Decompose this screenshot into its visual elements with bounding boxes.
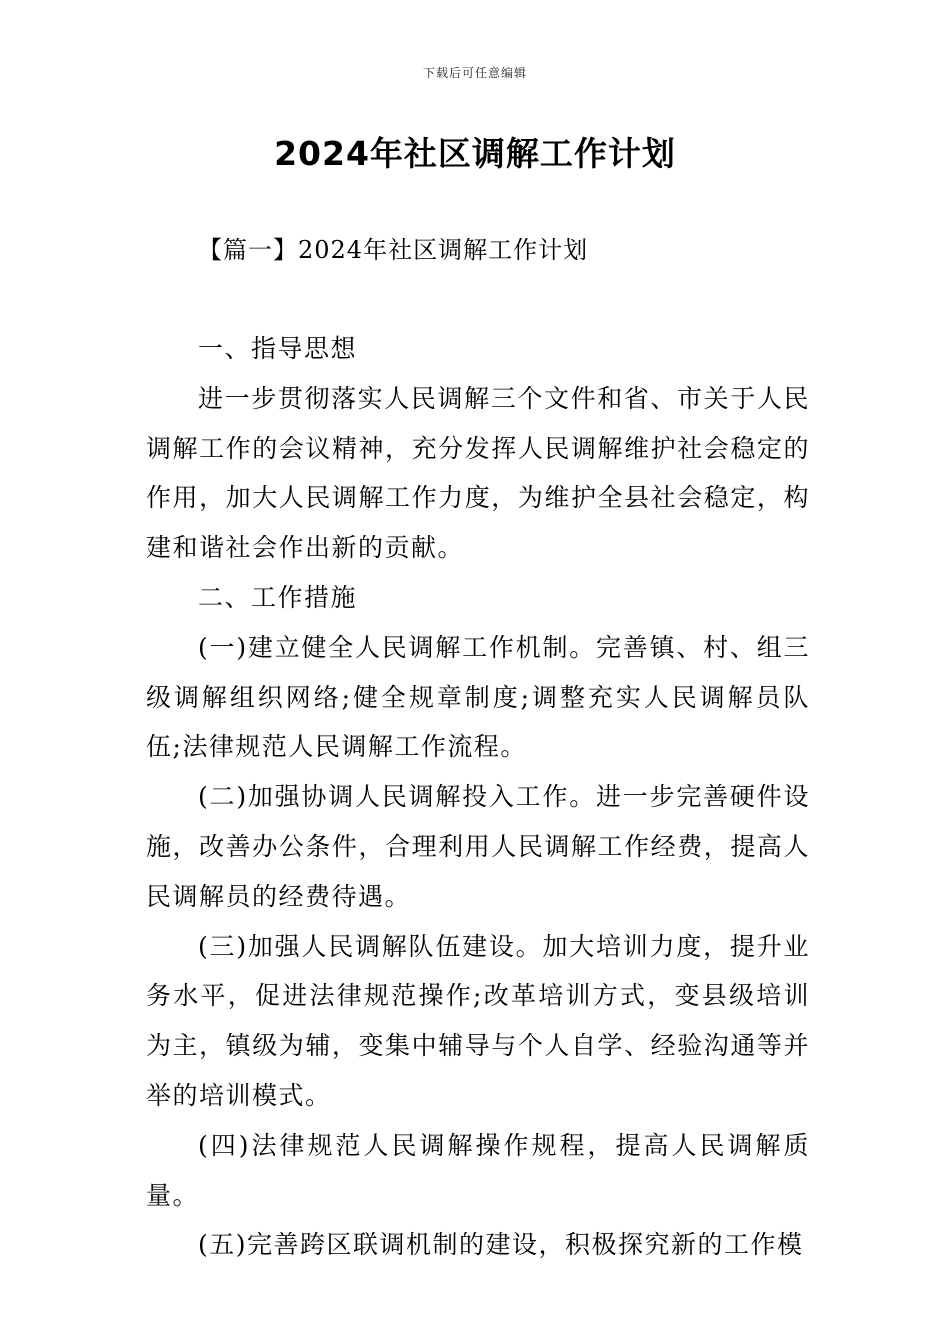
- paragraph-guiding: 进一步贯彻落实人民调解三个文件和省、市关于人民调解工作的会议精神，充分发挥人民调解维护社会稳定的作用，加大人民调解工作力度，为维护全县社会稳定，构建和谐社会作出新的贡献。: [146, 383, 810, 563]
- paragraph-measure-1: (一)建立健全人民调解工作机制。完善镇、村、组三级调解组织网络;健全规章制度;调整充实人民调解员队伍;法律规范人民调解工作流程。: [146, 632, 810, 762]
- document-title: 2024年社区调解工作计划: [274, 134, 676, 173]
- part-heading: 【篇一】2024年社区调解工作计划: [198, 236, 589, 264]
- header-note: 下载后可任意编辑: [422, 66, 527, 80]
- document-body: [146, 324, 810, 1270]
- section-heading-guiding: 一、指导思想: [198, 334, 358, 363]
- paragraph-measure-4: (四)法律规范人民调解操作规程，提高人民调解质量。: [146, 1130, 810, 1210]
- paragraph-measure-3: (三)加强人民调解队伍建设。加大培训力度，提升业务水平，促进法律规范操作;改革培训方式，变县级培训为主，镇级为辅，变集中辅导与个人自学、经验沟通等并举的培训模式。: [146, 931, 810, 1110]
- paragraph-measure-2: (二)加强协调人民调解投入工作。进一步完善硬件设施，改善办公条件，合理利用人民调解工作经费，提高人民调解员的经费待遇。: [146, 782, 810, 911]
- section-heading-measures: 二、工作措施: [198, 582, 358, 612]
- paragraph-measure-5: (五)完善跨区联调机制的建设，积极探究新的工作模: [198, 1230, 804, 1260]
